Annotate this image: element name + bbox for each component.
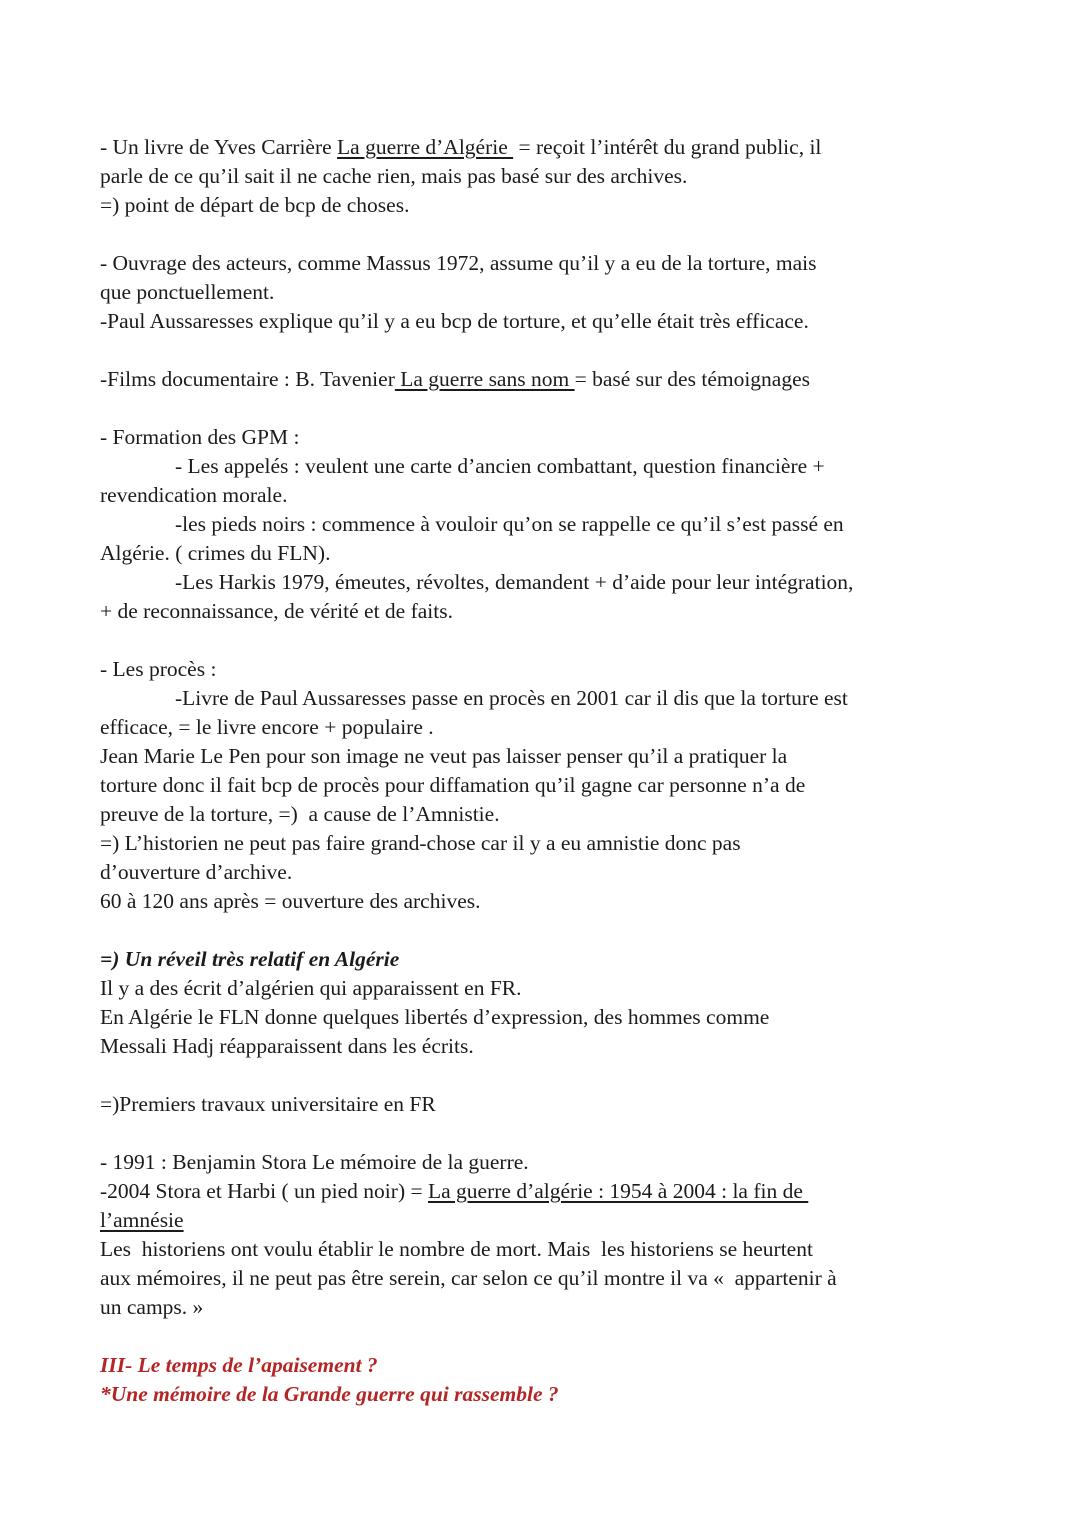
underlined-title-text: La guerre d’algérie : 1954 à 2004 : la fin de bbox=[427, 1179, 809, 1203]
text-line bbox=[100, 597, 988, 626]
text-run: -Livre de Paul Aussaresses passe en procès en 2001 car il dis que la torture est bbox=[175, 686, 848, 710]
text-run: - Les appelés : veulent une carte d’ancien combattant, question financière + bbox=[175, 454, 825, 478]
underlined-title-text: La guerre d’Algérie bbox=[337, 135, 514, 159]
text-line bbox=[100, 162, 988, 191]
text-line bbox=[100, 568, 988, 597]
text-line bbox=[100, 1177, 988, 1206]
text-run: que ponctuellement. bbox=[100, 280, 275, 304]
text-line bbox=[100, 887, 988, 916]
text-run: un camps. » bbox=[100, 1295, 204, 1319]
text-run: Messali Hadj réapparaissent dans les écrits. bbox=[100, 1034, 474, 1058]
text-line bbox=[100, 278, 988, 307]
text-run: preuve de la torture, =) a cause de l’Amnistie. bbox=[100, 802, 500, 826]
text-line bbox=[100, 713, 988, 742]
blank-line bbox=[100, 626, 988, 655]
text-run: Les historiens ont voulu établir le nombre de mort. Mais les historiens se heurtent bbox=[100, 1237, 813, 1261]
blank-line bbox=[100, 1119, 988, 1148]
blank-line bbox=[100, 336, 988, 365]
text-run: revendication morale. bbox=[100, 483, 288, 507]
section-heading-red bbox=[100, 1380, 988, 1409]
text-run: d’ouverture d’archive. bbox=[100, 860, 293, 884]
text-run: - Formation des GPM : bbox=[100, 425, 300, 449]
blank-line bbox=[100, 394, 988, 423]
text-run: =) Un réveil très relatif en Algérie bbox=[100, 947, 400, 971]
text-run: - Un livre de Yves Carrière bbox=[100, 135, 338, 159]
text-line bbox=[100, 1206, 988, 1235]
text-line bbox=[100, 423, 988, 452]
text-run: 60 à 120 ans après = ouverture des archives. bbox=[100, 889, 481, 913]
text-line bbox=[100, 1090, 988, 1119]
text-run: Jean Marie Le Pen pour son image ne veut pas laisser penser qu’il a pratiquer la bbox=[100, 744, 788, 768]
text-line bbox=[100, 481, 988, 510]
text-run: torture donc il fait bcp de procès pour diffamation qu’il gagne car personne n’a de bbox=[100, 773, 806, 797]
text-run: En Algérie le FLN donne quelques libertés d’expression, des hommes comme bbox=[100, 1005, 770, 1029]
underlined-title-text: l’amnésie bbox=[100, 1208, 184, 1232]
text-line bbox=[100, 829, 988, 858]
subsection-heading bbox=[100, 945, 988, 974]
text-run: - Les procès : bbox=[100, 657, 217, 681]
text-line bbox=[100, 1264, 988, 1293]
document-body bbox=[100, 133, 988, 1409]
text-run: = reçoit l’intérêt du grand public, il bbox=[513, 135, 822, 159]
text-line bbox=[100, 307, 988, 336]
text-line bbox=[100, 1293, 988, 1322]
section-heading-red bbox=[100, 1351, 988, 1380]
text-line bbox=[100, 684, 988, 713]
text-run: parle de ce qu’il sait il ne cache rien, mais pas basé sur des archives. bbox=[100, 164, 688, 188]
text-line bbox=[100, 800, 988, 829]
text-run: efficace, = le livre encore + populaire . bbox=[100, 715, 434, 739]
text-run: = basé sur des témoignages bbox=[574, 367, 811, 391]
text-line bbox=[100, 510, 988, 539]
blank-line bbox=[100, 1061, 988, 1090]
text-run: -Paul Aussaresses explique qu’il y a eu bcp de torture, et qu’elle était très efficace. bbox=[100, 309, 809, 333]
text-line bbox=[100, 655, 988, 684]
text-line bbox=[100, 539, 988, 568]
text-run: - 1991 : Benjamin Stora Le mémoire de la guerre. bbox=[100, 1150, 529, 1174]
text-run: Algérie. ( crimes du FLN). bbox=[100, 541, 331, 565]
text-line bbox=[100, 1032, 988, 1061]
text-run: =)Premiers travaux universitaire en FR bbox=[100, 1092, 436, 1116]
text-run: III- Le temps de l’apaisement ? bbox=[100, 1353, 378, 1377]
text-line bbox=[100, 858, 988, 887]
text-line bbox=[100, 1235, 988, 1264]
blank-line bbox=[100, 1322, 988, 1351]
text-line bbox=[100, 742, 988, 771]
text-run: =) point de départ de bcp de choses. bbox=[100, 193, 410, 217]
text-run: aux mémoires, il ne peut pas être serein, car selon ce qu’il montre il va « appartenir à bbox=[100, 1266, 837, 1290]
text-line bbox=[100, 1003, 988, 1032]
blank-line bbox=[100, 220, 988, 249]
text-run: =) L’historien ne peut pas faire grand-chose car il y a eu amnistie donc pas bbox=[100, 831, 741, 855]
text-run: Il y a des écrit d’algérien qui apparaissent en FR. bbox=[100, 976, 522, 1000]
text-run: -Les Harkis 1979, émeutes, révoltes, demandent + d’aide pour leur intégration, bbox=[175, 570, 854, 594]
text-run: -2004 Stora et Harbi ( un pied noir) = bbox=[100, 1179, 428, 1203]
text-run: -les pieds noirs : commence à vouloir qu’on se rappelle ce qu’il s’est passé en bbox=[175, 512, 844, 536]
text-line bbox=[100, 452, 988, 481]
text-line bbox=[100, 771, 988, 800]
text-line bbox=[100, 974, 988, 1003]
text-run: *Une mémoire de la Grande guerre qui rassemble ? bbox=[100, 1382, 559, 1406]
text-line bbox=[100, 365, 988, 394]
blank-line bbox=[100, 916, 988, 945]
underlined-title-text: La guerre sans nom bbox=[394, 367, 575, 391]
text-line bbox=[100, 133, 988, 162]
text-line bbox=[100, 191, 988, 220]
text-line bbox=[100, 1148, 988, 1177]
text-run: -Films documentaire : B. Tavenier bbox=[100, 367, 395, 391]
text-run: + de reconnaissance, de vérité et de faits. bbox=[100, 599, 453, 623]
text-line bbox=[100, 249, 988, 278]
text-run: - Ouvrage des acteurs, comme Massus 1972, assume qu’il y a eu de la torture, mais bbox=[100, 251, 817, 275]
